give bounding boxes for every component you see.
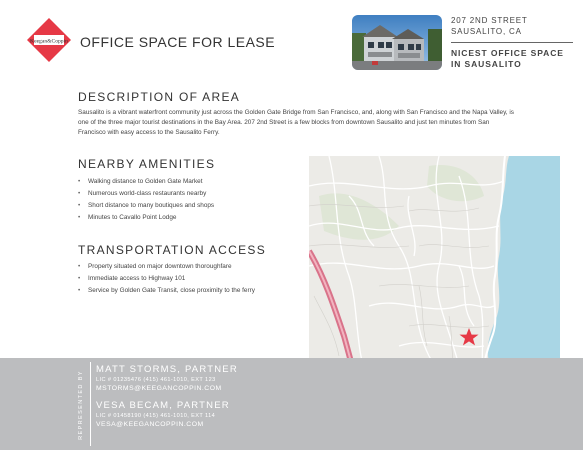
company-logo bbox=[26, 17, 72, 63]
page-title: OFFICE SPACE FOR LEASE bbox=[80, 34, 276, 50]
footer-divider bbox=[90, 362, 91, 446]
tagline-line-2: IN SAUSALITO bbox=[451, 59, 522, 69]
transportation-list bbox=[78, 261, 278, 297]
divider bbox=[451, 42, 573, 43]
property-address-block bbox=[451, 15, 573, 70]
list-item: • Property situated on major downtown thoroughfare bbox=[78, 261, 278, 273]
amenities-list bbox=[78, 176, 278, 224]
list-item: • Minutes to Cavallo Point Lodge bbox=[78, 212, 278, 224]
list-item: • Numerous world-class restaurants nearby bbox=[78, 188, 278, 200]
description-body: Sausalito is a vibrant waterfront community just across the Golden Gate Bridge from San Francisco, and, along with San Francisco and the Napa Valley, is one of the three major tourist destinations in the Bay Area. 207 2nd Street is a few blocks from downtown Sausalito and just ten minutes from San Francisco with easy access to the Sausalito Ferry. bbox=[78, 109, 514, 136]
agent-license-phone: LIC # 01458190 (415) 461-1010, EXT 114 bbox=[96, 413, 216, 419]
description-heading: DESCRIPTION OF AREA bbox=[78, 90, 241, 104]
building-photo bbox=[352, 15, 442, 70]
agent-name: VESA BECAM, PARTNER bbox=[96, 400, 230, 411]
logo-text: Keegan&Coppin bbox=[30, 38, 68, 45]
list-item: • Short distance to many boutiques and shops bbox=[78, 200, 278, 212]
list-item: • Service by Golden Gate Transit, close proximity to the ferry bbox=[78, 285, 278, 297]
agent-email-link[interactable]: VESA@KEEGANCOPPIN.COM bbox=[96, 421, 204, 428]
agent-email-link[interactable]: MSTORMS@KEEGANCOPPIN.COM bbox=[96, 385, 222, 392]
represented-by-label: REPRESENTED BY bbox=[78, 370, 84, 440]
agent-name: MATT STORMS, PARTNER bbox=[96, 364, 238, 375]
list-item: • Walking distance to Golden Gate Market bbox=[78, 176, 278, 188]
tagline-line-1: NICEST OFFICE SPACE bbox=[451, 48, 564, 58]
agent-card bbox=[96, 400, 230, 430]
agent-license-phone: LIC # 01235476 (415) 461-1010, EXT 123 bbox=[96, 377, 216, 383]
footer-band bbox=[0, 358, 583, 450]
list-item: • Immediate access to Highway 101 bbox=[78, 273, 278, 285]
address-street: 207 2ND STREET bbox=[451, 16, 528, 25]
transportation-heading: TRANSPORTATION ACCESS bbox=[78, 243, 266, 257]
amenities-heading: NEARBY AMENITIES bbox=[78, 157, 216, 171]
address-city: SAUSALITO, CA bbox=[451, 27, 522, 36]
agent-card bbox=[96, 364, 238, 394]
